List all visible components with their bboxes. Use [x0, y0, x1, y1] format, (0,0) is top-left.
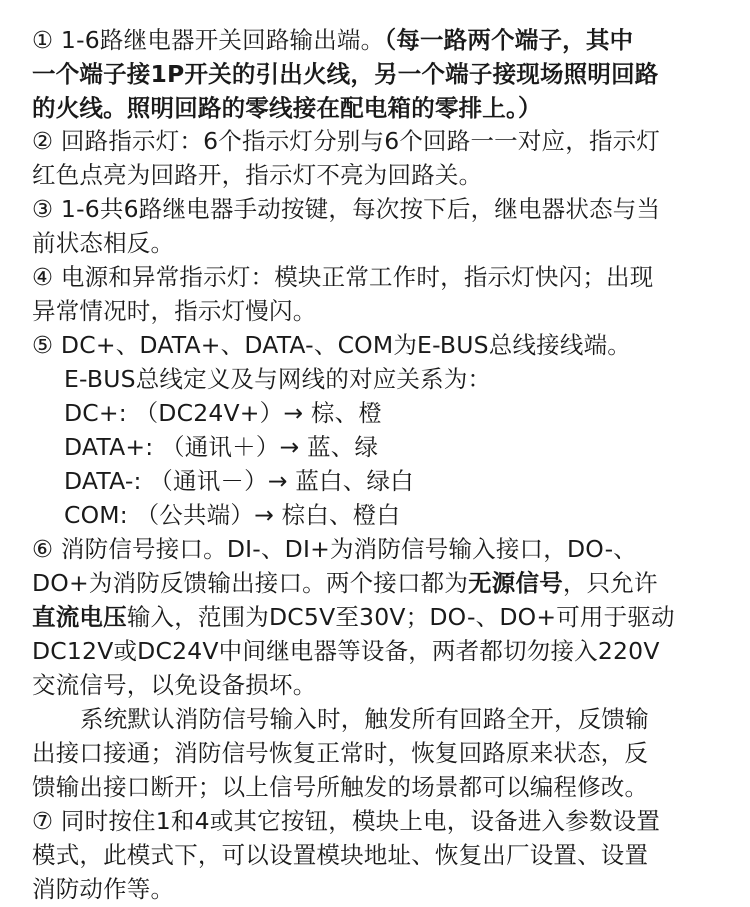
item-1-bold-note-start: （每一路两个端子，其中 — [384, 26, 634, 54]
item-3-line-1: ③ 1-6共6路继电器手动按键，每次按下后，继电器状态与当 — [32, 195, 661, 223]
ebus-wire-data-plus — [64, 432, 378, 462]
item-1-line-3: 的火线。照明回路的零线接在配电箱的零排上。） — [32, 94, 542, 122]
fire-default-paragraph-line-1: 系统默认消防信号输入时，触发所有回路全开，反馈输 — [80, 705, 649, 733]
ebus-wire-com — [64, 500, 400, 530]
item-4-line-1: ④ 电源和异常指示灯：模块正常工作时，指示灯快闪；出现 — [32, 263, 654, 291]
item-1-line-2: 一个端子接1P开关的引出火线，另一个端子接现场照明回路 — [32, 60, 659, 88]
wire-pin: DC+: — [64, 399, 127, 427]
item-6-line-3-b: 输入，范围为DC5V至30V；DO-、DO+可用于驱动 — [126, 603, 675, 631]
wire-desc: （DC24V+）→ 棕、橙 — [134, 399, 383, 427]
item-3-line-2: 前状态相反。 — [32, 229, 175, 257]
wire-desc: （公共端）→ 棕白、橙白 — [135, 501, 401, 529]
fire-default-paragraph-line-2: 出接口接通；消防信号恢复正常时，恢复回路原来状态，反 — [32, 739, 649, 767]
ebus-definition-title: E-BUS总线定义及与网线的对应关系为： — [64, 365, 492, 393]
wire-pin: DATA+: — [64, 433, 154, 461]
dc-voltage-emphasis: 直流电压 — [32, 603, 127, 631]
item-7-line-2: 模式，此模式下，可以设置模块地址、恢复出厂设置、设置 — [32, 841, 649, 869]
item-7-line-1: ⑦ 同时按住1和4或其它按钮，模块上电，设备进入参数设置 — [32, 807, 661, 835]
item-2-line-2: 红色点亮为回路开，指示灯不亮为回路关。 — [32, 161, 483, 189]
item-6-line-4: DC12V或DC24V中间继电器等设备，两者都切勿接入220V — [32, 637, 660, 665]
item-6-line-1: ⑥ 消防信号接口。DI-、DI+为消防信号输入接口，DO-、 — [32, 535, 637, 563]
item-7-line-3: 消防动作等。 — [32, 875, 175, 903]
item-1-lead: ① 1-6路继电器开关回路输出端。 — [32, 26, 385, 54]
item-6-line-2-b: ，只允许 — [562, 569, 658, 597]
passive-signal-emphasis: 无源信号 — [468, 569, 563, 597]
item-4-line-2: 异常情况时，指示灯慢闪。 — [32, 297, 317, 325]
item-5-line-1: ⑤ DC+、DATA+、DATA-、COM为E-BUS总线接线端。 — [32, 331, 631, 359]
wire-pin: DATA-: — [64, 467, 142, 495]
wire-desc: （通讯－）→ 蓝白、绿白 — [149, 467, 414, 495]
item-6-line-2 — [32, 568, 658, 598]
ebus-wire-data-minus — [64, 466, 414, 496]
item-6-line-3 — [32, 602, 675, 632]
fire-default-paragraph-line-3: 馈输出接口断开；以上信号所触发的场景都可以编程修改。 — [32, 773, 649, 801]
item-1-line-1 — [32, 25, 633, 55]
wire-desc: （通讯＋）→ 蓝、绿 — [161, 433, 379, 461]
item-2-line-1: ② 回路指示灯：6个指示灯分别与6个回路一一对应，指示灯 — [32, 127, 661, 155]
item-6-line-2-a: DO+为消防反馈输出接口。两个接口都为 — [32, 569, 469, 597]
ebus-wire-dc-plus — [64, 398, 382, 428]
item-6-line-5: 交流信号，以免设备损坏。 — [32, 671, 317, 699]
wire-pin: COM: — [64, 501, 128, 529]
